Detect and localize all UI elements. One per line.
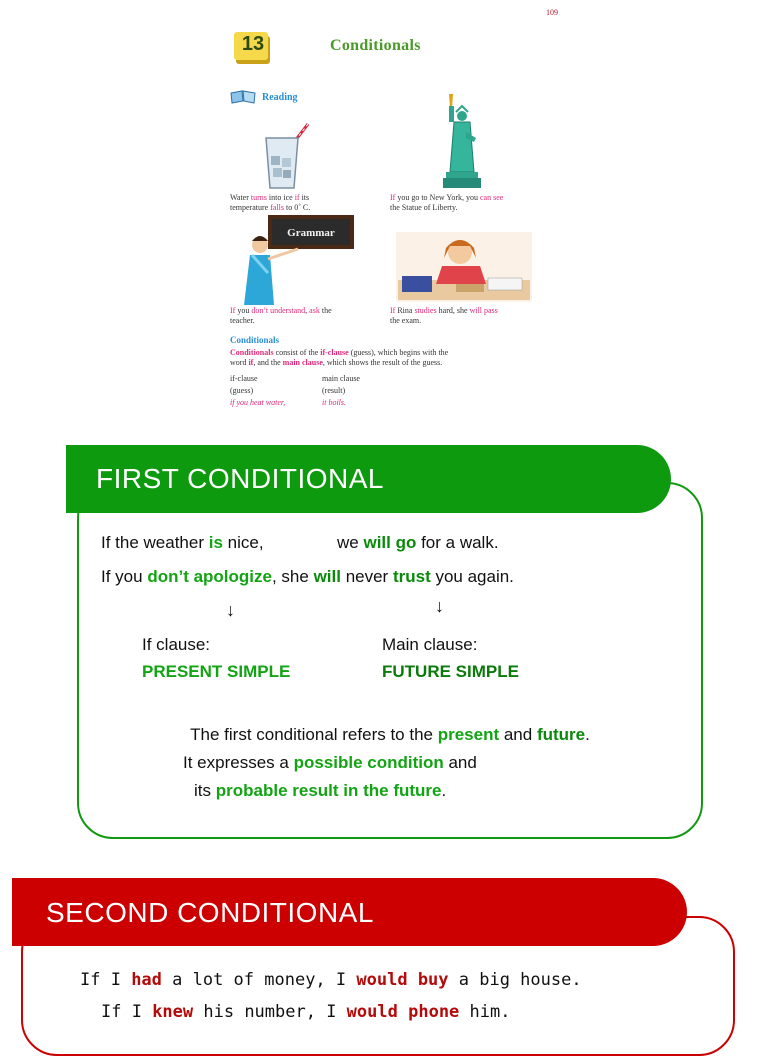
girl-studying-illustration xyxy=(396,232,532,302)
grammar-table xyxy=(230,373,430,413)
chapter-number: 13 xyxy=(241,33,265,55)
second-conditional-title: SECOND CONDITIONAL xyxy=(46,897,374,928)
if-clause-tense: PRESENT SIMPLE xyxy=(142,662,291,681)
first-example-1: If the weather is nice, xyxy=(101,533,264,552)
table-example-if: if you heat water, xyxy=(230,398,286,407)
book-icon xyxy=(230,90,256,104)
first-example-1-result: we will go for a walk. xyxy=(337,533,499,552)
second-example-2: If I knew his number, I would phone him. xyxy=(101,1002,511,1022)
first-explanation-3: its probable result in the future. xyxy=(194,781,447,800)
table-header-main: main clause xyxy=(322,374,360,383)
statue-of-liberty-illustration xyxy=(440,92,486,190)
caption-teacher: If you don’t understand, ask the teacher. xyxy=(230,306,332,325)
main-clause-tense: FUTURE SIMPLE xyxy=(382,662,519,681)
if-clause-label: If clause: xyxy=(142,635,211,654)
caption-water: Water turns into ice if its temperature falls to 0˚ C. xyxy=(230,193,311,212)
arrow-down-icon: ↓ xyxy=(226,600,235,620)
reading-section xyxy=(230,90,298,104)
glass-of-ice-illustration xyxy=(258,120,314,192)
first-explanation-2: It expresses a possible condition and xyxy=(183,753,477,772)
table-sub-main: (result) xyxy=(322,386,346,395)
first-explanation-1: The first conditional refers to the present and future. xyxy=(190,725,590,744)
table-example-main: it boils. xyxy=(322,398,347,407)
caption-rina: If Rina studies hard, she will pass the exam. xyxy=(390,306,498,325)
main-clause-label: Main clause: xyxy=(382,635,478,654)
reading-label: Reading xyxy=(262,91,298,103)
table-header-if: if-clause xyxy=(230,374,258,383)
page-number: 109 xyxy=(546,8,558,17)
first-example-2: If you don’t apologize, she will never trust you again. xyxy=(101,567,514,586)
chapter-title: Conditionals xyxy=(330,37,421,54)
table-sub-if: (guess) xyxy=(230,386,254,395)
grammar-section-title: Conditionals xyxy=(230,335,280,345)
grammar-explanation: Conditionals consist of the if-clause (guess), which begins with the word if, and the main clause, which shows the result of the guess. xyxy=(230,348,449,367)
first-conditional-title: FIRST CONDITIONAL xyxy=(96,463,385,494)
caption-liberty: If you go to New York, you can see the Statue of Liberty. xyxy=(390,193,504,212)
second-example-1: If I had a lot of money, I would buy a big house. xyxy=(80,970,582,990)
arrow-down-icon: ↓ xyxy=(435,596,444,616)
grammar-board-label: Grammar xyxy=(287,227,335,239)
